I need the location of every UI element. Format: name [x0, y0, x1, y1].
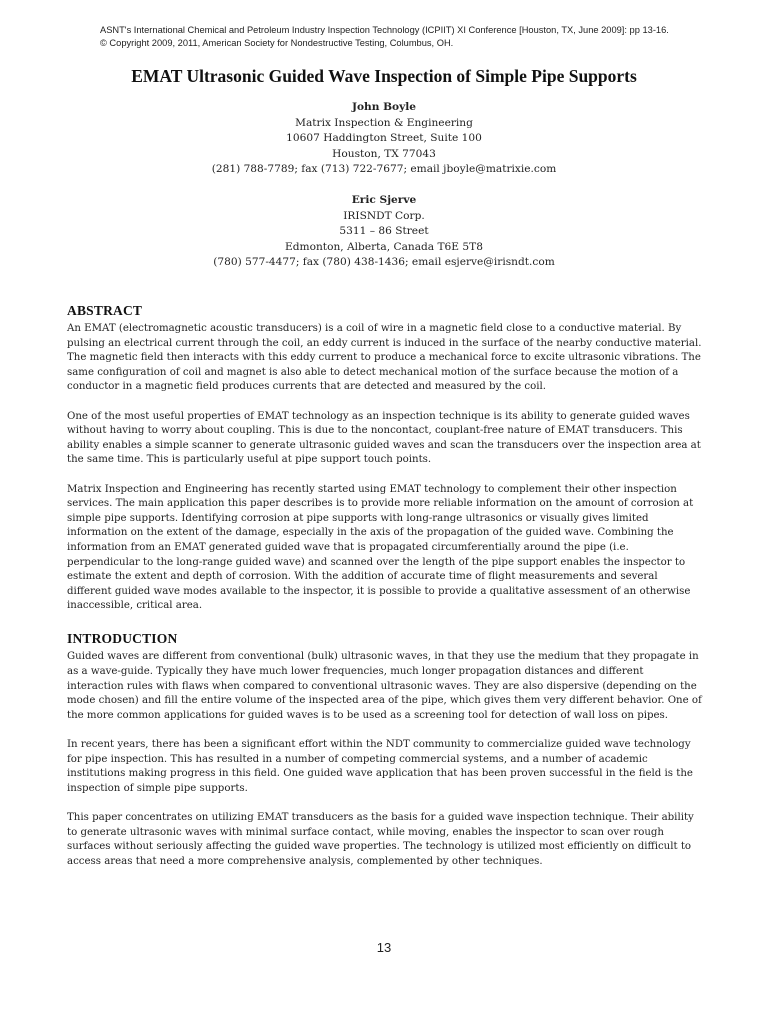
author-contact: (281) 788-7789; fax (713) 722-7677; email jboyle@matrixie.com: [211, 163, 557, 176]
author-street: 10607 Haddington Street, Suite 100: [286, 132, 482, 145]
author-block-2: [0, 193, 768, 271]
author-contact: (780) 577-4477; fax (780) 438-1436; email esjerve@irisndt.com: [213, 256, 555, 269]
abstract-paragraph-1: An EMAT (electromagnetic acoustic transducers) is a coil of wire in a magnetic field close to a conductive material. By pulsing an electrical current through the coil, an eddy current is induced in the surface of the nearby conductive material. The magnetic field then interacts with this eddy current to produce a mechanical force to excite ultrasonic vibrations. The same configuration of coil and magnet is also able to detect mechanical motion of the surface because the motion of a conductor in a magnetic field produces currents that are detected and measured by the coil.: [67, 323, 702, 393]
author-name: Eric Sjerve: [351, 193, 417, 206]
author-city: Houston, TX 77043: [332, 147, 436, 160]
abstract-paragraph-2: One of the most useful properties of EMAT technology as an inspection technique is its ability to generate guided waves without having to worry about coupling. This is due to the noncontact, couplant-free nature of EMAT transducers. This ability enables a simple scanner to generate ultrasonic guided waves and scan the transducers over the inspection area at the same time. This is particularly useful at pipe support touch points.: [67, 410, 701, 466]
introduction-paragraph-3: This paper concentrates on utilizing EMAT transducers as the basis for a guided wave inspection technique. Their ability to generate ultrasonic waves with minimal surface contact, while moving, enables the inspector to scan over rough surfaces without seriously affecting the guided wave properties. The technology is utilized most efficiently on difficult to access areas that need a more comprehensive analysis, complemented by other techniques.: [67, 812, 694, 867]
header-citation-line: ASNT's International Chemical and Petroleum Industry Inspection Technology (ICPIIT) XI Conference [Houston, TX, June 2009]: pp 13-16.: [100, 25, 669, 35]
conference-header: [100, 24, 740, 50]
paper-title: EMAT Ultrasonic Guided Wave Inspection of Simple Pipe Supports: [131, 66, 637, 86]
author-block-1: [0, 100, 768, 178]
paper-body: [67, 300, 702, 884]
author-organization: Matrix Inspection & Engineering: [295, 116, 473, 129]
author-city: Edmonton, Alberta, Canada T6E 5T8: [285, 240, 483, 253]
abstract-paragraph-3: Matrix Inspection and Engineering has recently started using EMAT technology to complement their other inspection services. The main application this paper describes is to provide more reliable information on the amount of corrosion at simple pipe supports. Identifying corrosion at pipe supports with long-range ultrasonics or visually gives limited information on the extent of the damage, especially in the axis of the propagation of the guided wave. Combining the information from an EMAT generated guided wave that is propagated circumferentially around the pipe (i.e. perpendicular to the long-range guided wave) and scanned over the length of the pipe support enables the inspector to estimate the extent and depth of corrosion. With the addition of accurate time of flight measurements and several different guided wave modes available to the inspector, it is possible to provide a qualitative assessment of an otherwise inaccessible, critical area.: [67, 483, 694, 612]
author-street: 5311 – 86 Street: [339, 225, 429, 238]
author-organization: IRISNDT Corp.: [343, 209, 425, 222]
introduction-paragraph-2: In recent years, there has been a significant effort within the NDT community to commercialize guided wave technology for pipe inspection. This has resulted in a number of competing commercial systems, and a number of academic institutions making progress in this field. One guided wave application that has been proven successful in the field is the inspection of simple pipe supports.: [67, 739, 693, 794]
introduction-heading: INTRODUCTION: [67, 631, 178, 647]
abstract-heading: ABSTRACT: [67, 303, 143, 318]
author-affiliations: [0, 100, 768, 271]
introduction-paragraph-1: Guided waves are different from conventional (bulk) ultrasonic waves, in that they use the medium that they propagate in as a wave-guide. Typically they have much lower frequencies, much longer propagation distances and different interaction rules with flaws when compared to conventional ultrasonic waves. They are also dispersive (depending on the mode chosen) and fill the entire volume of the inspected area of the pipe, which gives them very different behavior. One of the more common applications for guided waves is to be used as a screening tool for detection of wall loss on pipes.: [67, 651, 702, 721]
header-copyright-line: © Copyright 2009, 2011, American Society for Nondestructive Testing, Columbus, OH.: [100, 38, 454, 48]
author-name: John Boyle: [351, 101, 417, 113]
page-number: 13: [376, 940, 392, 955]
